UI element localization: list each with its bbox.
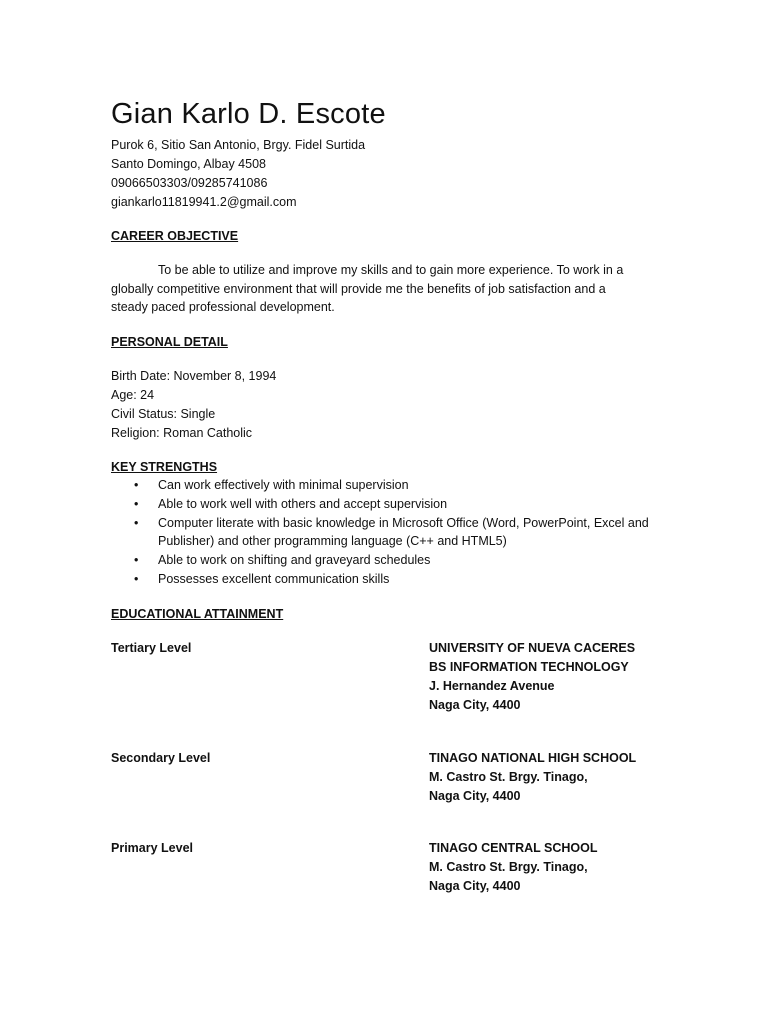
applicant-name: Gian Karlo D. Escote: [111, 98, 386, 130]
bullet-icon: •: [134, 553, 139, 568]
personal-detail-religion: Religion: Roman Catholic: [111, 426, 253, 440]
address-line-2: Santo Domingo, Albay 4508: [111, 157, 266, 171]
school-city: Naga City, 4400: [429, 789, 521, 803]
key-strengths-heading: KEY STRENGTHS: [111, 460, 218, 474]
personal-detail-birth-date: Birth Date: November 8, 1994: [111, 369, 277, 383]
career-objective-text: To be able to utilize and improve my skills and to gain more experience. To work in a globally competitive environment that will provide me the benefits of job satisfaction and a steady paced professional development.: [111, 263, 624, 314]
list-item: [111, 570, 651, 589]
strength-text: Possesses excellent communication skills: [158, 571, 390, 586]
strength-text: Able to work on shifting and graveyard schedules: [158, 553, 431, 568]
list-item: [111, 476, 651, 495]
bullet-icon: •: [134, 478, 139, 492]
personal-detail-age: Age: 24: [111, 388, 155, 402]
education-heading: EDUCATIONAL ATTAINMENT: [111, 607, 284, 621]
personal-detail-heading: PERSONAL DETAIL: [111, 335, 228, 349]
school-course: BS INFORMATION TECHNOLOGY: [429, 660, 629, 674]
school-address: J. Hernandez Avenue: [429, 679, 555, 693]
school-name-primary: TINAGO CENTRAL SCHOOL: [429, 841, 598, 855]
career-objective-heading: CAREER OBJECTIVE: [111, 229, 239, 243]
strength-text: Able to work well with others and accept supervision: [158, 496, 448, 511]
key-strengths-list: [111, 476, 651, 589]
school-name-tertiary: UNIVERSITY OF NUEVA CACERES: [429, 641, 636, 655]
school-name-secondary: TINAGO NATIONAL HIGH SCHOOL: [429, 751, 637, 765]
school-city: Naga City, 4400: [429, 698, 521, 712]
personal-detail-civil-status: Civil Status: Single: [111, 407, 216, 421]
list-item: [111, 551, 651, 570]
bullet-icon: •: [134, 571, 139, 586]
strength-text: Can work effectively with minimal supervision: [158, 478, 409, 492]
school-city: Naga City, 4400: [429, 879, 521, 893]
education-level-primary: Primary Level: [111, 841, 193, 855]
education-level-tertiary: Tertiary Level: [111, 641, 192, 655]
school-address: M. Castro St. Brgy. Tinago,: [429, 770, 588, 784]
email-address: giankarlo11819941.2@gmail.com: [111, 195, 297, 209]
bullet-icon: •: [134, 515, 139, 530]
school-address: M. Castro St. Brgy. Tinago,: [429, 860, 588, 874]
list-item: [111, 495, 651, 514]
strength-text: Computer literate with basic knowledge in Microsoft Office (Word, PowerPoint, Excel and Publisher) and other programming language (C++ and HTML5): [158, 515, 649, 549]
list-item: [111, 514, 651, 552]
address-line-1: Purok 6, Sitio San Antonio, Brgy. Fidel Surtida: [111, 138, 366, 152]
education-level-secondary: Secondary Level: [111, 751, 211, 765]
phone-number: 09066503303/09285741086: [111, 176, 268, 190]
bullet-icon: •: [134, 496, 139, 511]
